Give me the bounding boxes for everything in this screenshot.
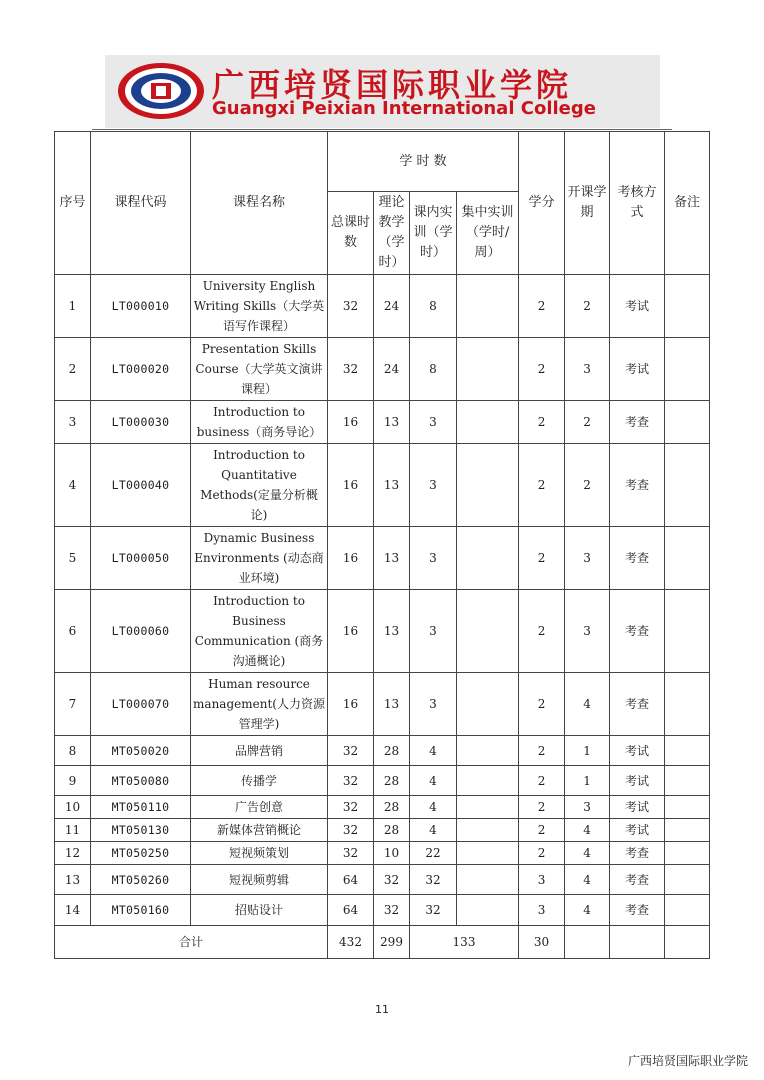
table-row	[55, 444, 710, 527]
cell-exam: 考查	[610, 842, 665, 865]
header-note: 备注	[665, 132, 710, 275]
cell-theory: 32	[374, 895, 410, 926]
cell-code: MT050160	[91, 895, 191, 926]
cell-note	[665, 766, 710, 796]
header-theory-hours: 理论教学（学时）	[374, 192, 410, 275]
total-theory: 299	[374, 926, 410, 959]
cell-seq: 6	[55, 590, 91, 673]
cell-exam: 考查	[610, 865, 665, 895]
cell-note	[665, 796, 710, 819]
cell-intensive	[457, 338, 519, 401]
cell-note	[665, 819, 710, 842]
cell-seq: 4	[55, 444, 91, 527]
cell-name: Introduction to Business Communication (商务沟通概论)	[191, 590, 328, 673]
cell-intensive	[457, 590, 519, 673]
cell-practice: 3	[410, 527, 457, 590]
cell-semester: 2	[565, 444, 610, 527]
cell-name: Introduction to Quantitative Methods(定量分析概论)	[191, 444, 328, 527]
total-label: 合计	[55, 926, 328, 959]
cell-semester: 3	[565, 590, 610, 673]
table-row	[55, 766, 710, 796]
cell-theory: 13	[374, 590, 410, 673]
cell-note	[665, 338, 710, 401]
cell-seq: 11	[55, 819, 91, 842]
cell-semester: 4	[565, 895, 610, 926]
cell-total: 32	[328, 275, 374, 338]
page-number: 11	[375, 1003, 389, 1016]
cell-theory: 13	[374, 673, 410, 736]
cell-practice: 8	[410, 275, 457, 338]
table-row	[55, 275, 710, 338]
cell-exam: 考查	[610, 590, 665, 673]
cell-practice: 4	[410, 736, 457, 766]
cell-code: MT050260	[91, 865, 191, 895]
cell-exam: 考查	[610, 444, 665, 527]
cell-exam: 考查	[610, 673, 665, 736]
cell-practice: 8	[410, 338, 457, 401]
cell-seq: 10	[55, 796, 91, 819]
cell-credit: 2	[519, 736, 565, 766]
cell-code: MT050020	[91, 736, 191, 766]
cell-seq: 1	[55, 275, 91, 338]
cell-code: LT000060	[91, 590, 191, 673]
cell-intensive	[457, 275, 519, 338]
total-practice-combined: 133	[410, 926, 519, 959]
cell-intensive	[457, 865, 519, 895]
cell-intensive	[457, 895, 519, 926]
cell-note	[665, 527, 710, 590]
cell-exam: 考试	[610, 338, 665, 401]
cell-name: 传播学	[191, 766, 328, 796]
cell-semester: 1	[565, 766, 610, 796]
cell-name: Presentation Skills Course（大学英文演讲课程）	[191, 338, 328, 401]
cell-name: University English Writing Skills（大学英语写作课程）	[191, 275, 328, 338]
cell-semester: 3	[565, 796, 610, 819]
cell-credit: 2	[519, 842, 565, 865]
cell-total: 64	[328, 865, 374, 895]
cell-credit: 2	[519, 444, 565, 527]
header-total-hours: 总课时数	[328, 192, 374, 275]
cell-seq: 5	[55, 527, 91, 590]
cell-intensive	[457, 444, 519, 527]
cell-credit: 2	[519, 766, 565, 796]
cell-note	[665, 590, 710, 673]
cell-exam: 考试	[610, 275, 665, 338]
cell-note	[665, 865, 710, 895]
cell-total: 16	[328, 590, 374, 673]
cell-total: 16	[328, 444, 374, 527]
table-row	[55, 842, 710, 865]
cell-code: LT000070	[91, 673, 191, 736]
cell-theory: 28	[374, 819, 410, 842]
cell-practice: 3	[410, 590, 457, 673]
cell-practice: 4	[410, 766, 457, 796]
cell-name: 招贴设计	[191, 895, 328, 926]
college-name-cn: 广西培贤国际职业学院	[212, 66, 573, 104]
cell-code: MT050130	[91, 819, 191, 842]
cell-seq: 13	[55, 865, 91, 895]
cell-exam: 考试	[610, 736, 665, 766]
cell-credit: 2	[519, 819, 565, 842]
header-seq: 序号	[55, 132, 91, 275]
cell-name: Human resource management(人力资源管理学)	[191, 673, 328, 736]
cell-note	[665, 401, 710, 444]
cell-practice: 3	[410, 444, 457, 527]
cell-semester: 1	[565, 736, 610, 766]
cell-practice: 3	[410, 401, 457, 444]
cell-name: 短视频策划	[191, 842, 328, 865]
cell-theory: 13	[374, 527, 410, 590]
cell-semester: 4	[565, 819, 610, 842]
cell-credit: 2	[519, 401, 565, 444]
total-exam	[610, 926, 665, 959]
cell-total: 16	[328, 527, 374, 590]
cell-theory: 24	[374, 338, 410, 401]
cell-total: 32	[328, 819, 374, 842]
header-hours-group: 学 时 数	[328, 132, 519, 192]
cell-total: 32	[328, 842, 374, 865]
cell-exam: 考试	[610, 766, 665, 796]
header-exam: 考核方式	[610, 132, 665, 275]
cell-practice: 32	[410, 895, 457, 926]
cell-name: Dynamic Business Environments (动态商业环境)	[191, 527, 328, 590]
cell-total: 64	[328, 895, 374, 926]
cell-seq: 14	[55, 895, 91, 926]
table-row	[55, 865, 710, 895]
cell-semester: 2	[565, 401, 610, 444]
cell-note	[665, 736, 710, 766]
cell-note	[665, 275, 710, 338]
table-row	[55, 819, 710, 842]
cell-seq: 12	[55, 842, 91, 865]
cell-name: 广告创意	[191, 796, 328, 819]
cell-practice: 32	[410, 865, 457, 895]
cell-intensive	[457, 796, 519, 819]
cell-total: 32	[328, 796, 374, 819]
table-row	[55, 338, 710, 401]
table-row	[55, 673, 710, 736]
cell-theory: 32	[374, 865, 410, 895]
table-row	[55, 796, 710, 819]
cell-name: 新媒体营销概论	[191, 819, 328, 842]
cell-seq: 9	[55, 766, 91, 796]
cell-credit: 3	[519, 865, 565, 895]
cell-theory: 13	[374, 444, 410, 527]
college-name-en: Guangxi Peixian International College	[212, 98, 596, 119]
header-credit: 学分	[519, 132, 565, 275]
cell-total: 16	[328, 673, 374, 736]
cell-practice: 3	[410, 673, 457, 736]
cell-intensive	[457, 673, 519, 736]
header-practice-hours: 课内实训（学时）	[410, 192, 457, 275]
header-intensive-hours: 集中实训（学时/周）	[457, 192, 519, 275]
cell-code: LT000030	[91, 401, 191, 444]
footer-college-name: 广西培贤国际职业学院	[627, 1054, 748, 1068]
cell-name: 短视频剪辑	[191, 865, 328, 895]
cell-code: LT000020	[91, 338, 191, 401]
cell-intensive	[457, 401, 519, 444]
total-hours: 432	[328, 926, 374, 959]
cell-practice: 22	[410, 842, 457, 865]
college-logo	[116, 61, 206, 121]
cell-total: 16	[328, 401, 374, 444]
cell-semester: 4	[565, 842, 610, 865]
cell-code: LT000010	[91, 275, 191, 338]
cell-exam: 考查	[610, 527, 665, 590]
cell-seq: 8	[55, 736, 91, 766]
cell-code: LT000040	[91, 444, 191, 527]
cell-intensive	[457, 527, 519, 590]
table-row	[55, 590, 710, 673]
total-note	[665, 926, 710, 959]
cell-theory: 28	[374, 796, 410, 819]
cell-credit: 2	[519, 673, 565, 736]
header-code: 课程代码	[91, 132, 191, 275]
table-row	[55, 527, 710, 590]
cell-exam: 考查	[610, 895, 665, 926]
cell-code: MT050250	[91, 842, 191, 865]
cell-note	[665, 673, 710, 736]
cell-semester: 2	[565, 275, 610, 338]
cell-credit: 2	[519, 590, 565, 673]
table-row	[55, 736, 710, 766]
cell-code: MT050110	[91, 796, 191, 819]
cell-seq: 7	[55, 673, 91, 736]
cell-credit: 2	[519, 275, 565, 338]
cell-total: 32	[328, 338, 374, 401]
cell-note	[665, 444, 710, 527]
cell-credit: 2	[519, 338, 565, 401]
banner-divider	[92, 129, 672, 130]
cell-code: MT050080	[91, 766, 191, 796]
cell-note	[665, 842, 710, 865]
total-credit: 30	[519, 926, 565, 959]
cell-semester: 4	[565, 673, 610, 736]
cell-code: LT000050	[91, 527, 191, 590]
cell-intensive	[457, 766, 519, 796]
cell-credit: 2	[519, 796, 565, 819]
table-row	[55, 401, 710, 444]
cell-name: 品牌营销	[191, 736, 328, 766]
cell-semester: 3	[565, 338, 610, 401]
cell-theory: 28	[374, 736, 410, 766]
header-name: 课程名称	[191, 132, 328, 275]
table-row	[55, 895, 710, 926]
cell-theory: 10	[374, 842, 410, 865]
cell-semester: 3	[565, 527, 610, 590]
cell-practice: 4	[410, 819, 457, 842]
cell-seq: 2	[55, 338, 91, 401]
cell-note	[665, 895, 710, 926]
cell-seq: 3	[55, 401, 91, 444]
cell-exam: 考试	[610, 796, 665, 819]
cell-practice: 4	[410, 796, 457, 819]
total-semester	[565, 926, 610, 959]
cell-intensive	[457, 819, 519, 842]
cell-exam: 考查	[610, 401, 665, 444]
cell-semester: 4	[565, 865, 610, 895]
cell-exam: 考试	[610, 819, 665, 842]
curriculum-table	[54, 131, 710, 959]
header-semester: 开课学期	[565, 132, 610, 275]
cell-name: Introduction to business（商务导论）	[191, 401, 328, 444]
cell-intensive	[457, 842, 519, 865]
cell-total: 32	[328, 736, 374, 766]
cell-intensive	[457, 736, 519, 766]
cell-theory: 28	[374, 766, 410, 796]
cell-theory: 13	[374, 401, 410, 444]
cell-total: 32	[328, 766, 374, 796]
cell-credit: 3	[519, 895, 565, 926]
cell-theory: 24	[374, 275, 410, 338]
cell-credit: 2	[519, 527, 565, 590]
total-row	[55, 926, 710, 959]
